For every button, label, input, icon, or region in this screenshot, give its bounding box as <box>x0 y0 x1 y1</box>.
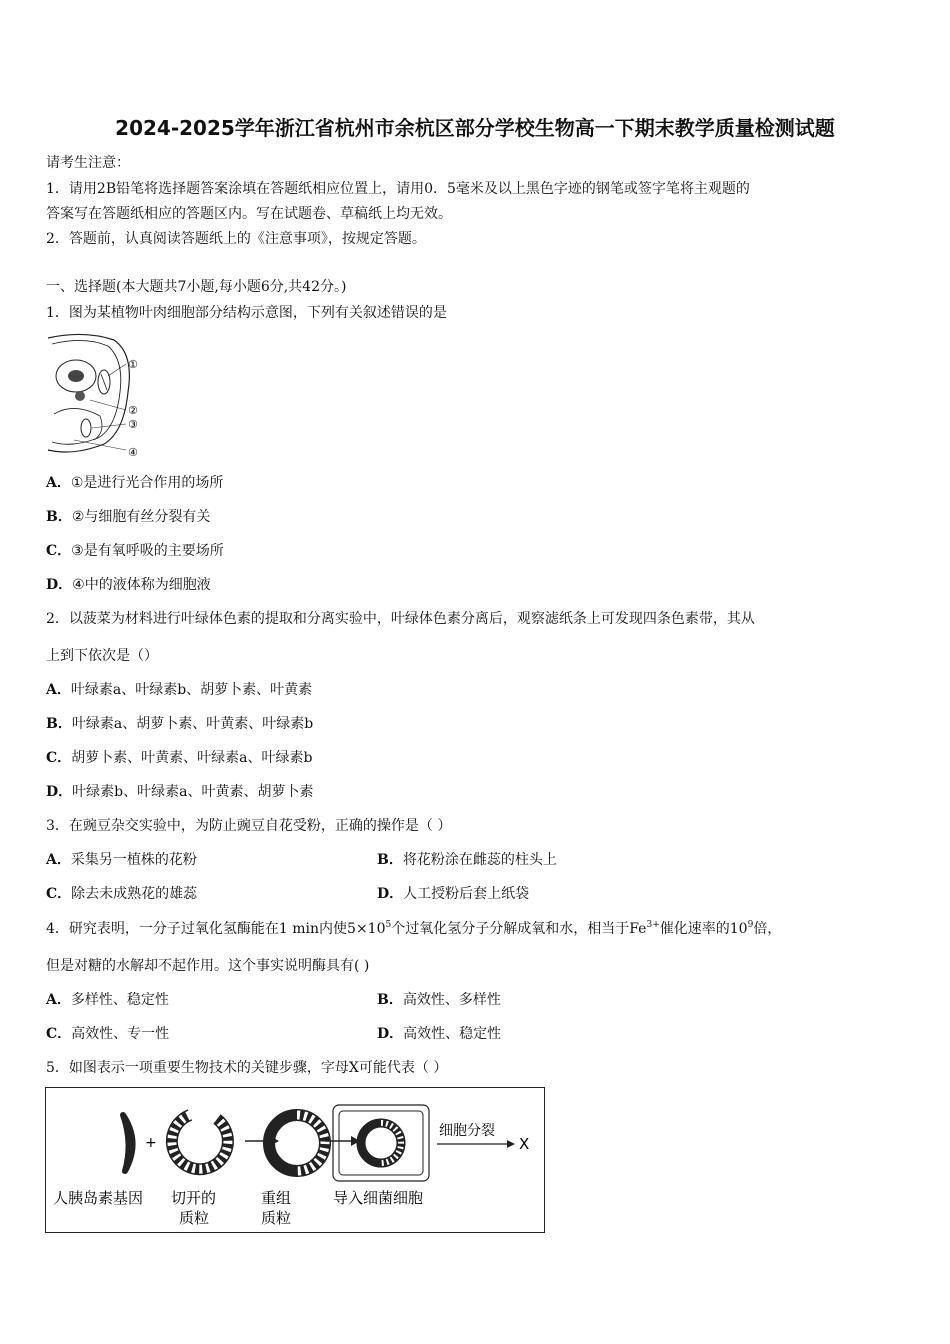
q4-option-a: A．多样性、稳定性 <box>46 992 169 1008</box>
notice-item-1-line-2: 答案写在答题纸相应的答题区内。写在试题卷、草稿纸上均无效。 <box>46 206 452 222</box>
q3-option-c: C．除去未成熟花的雄蕊 <box>46 886 198 902</box>
section-heading: 一、选择题(本大题共7小题,每小题6分,共42分。) <box>46 279 347 295</box>
q4-option-c: C．高效性、专一性 <box>46 1026 170 1042</box>
q5-division-label: 细胞分裂 <box>439 1123 495 1139</box>
q5-x-label: X <box>519 1135 530 1153</box>
q5-cut-plasmid-line-1: 切开的 <box>171 1189 217 1207</box>
q4-option-b: B．高效性、多样性 <box>377 992 501 1008</box>
q3-option-d: D．人工授粉后套上纸袋 <box>377 886 530 902</box>
q1-option-b: B．②与细胞有丝分裂有关 <box>46 509 211 525</box>
q5-gene-label: 人胰岛素基因 <box>53 1189 144 1207</box>
q5-biotech-figure <box>45 1087 545 1233</box>
q2-option-c: C．胡萝卜素、叶黄素、叶绿素a、叶绿素b <box>46 750 313 766</box>
q4-stem-line-2: 但是对糖的水解却不起作用。这个事实说明酶具有( ) <box>46 958 370 974</box>
q5-bacteria-label: 导入细菌细胞 <box>333 1189 424 1207</box>
page-title: 2024-2025学年浙江省杭州市余杭区部分学校生物高一下期末教学质量检测试题 <box>115 116 835 140</box>
q1-label-1: ① <box>128 358 138 371</box>
q3-option-a: A．采集另一植株的花粉 <box>46 852 197 868</box>
q5-recomb-line-2: 质粒 <box>261 1209 292 1227</box>
q1-option-c: C．③是有氧呼吸的主要场所 <box>46 543 224 559</box>
q2-option-a: A．叶绿素a、叶绿素b、胡萝卜素、叶黄素 <box>46 682 313 698</box>
q2-option-b: B．叶绿素a、胡萝卜素、叶黄素、叶绿素b <box>46 716 314 732</box>
q4-stem-line-1: 4．研究表明，一分子过氧化氢酶能在1 min内使$5\times 10^5$个过氧化氢分子分解成氧和水，相当于$Fe^{3+}$催化速率的$10^9$倍， <box>46 920 782 937</box>
q1-option-d: D．④中的液体称为细胞液 <box>46 577 211 593</box>
q3-option-b: B．将花粉涂在雌蕊的柱头上 <box>377 852 557 868</box>
q5-stem: 5．如图表示一项重要生物技术的关键步骤，字母X可能代表（ ） <box>46 1060 448 1076</box>
q5-plus: + <box>145 1135 157 1151</box>
q2-option-d: D．叶绿素b、叶绿素a、叶黄素、胡萝卜素 <box>46 784 314 800</box>
notice-heading: 请考生注意： <box>46 155 130 171</box>
q1-option-a: A．①是进行光合作用的场所 <box>46 475 224 491</box>
q1-label-4: ④ <box>128 446 138 459</box>
q1-label-2: ② <box>128 404 138 417</box>
q1-label-3: ③ <box>128 418 138 431</box>
q3-stem: 3．在豌豆杂交实验中，为防止豌豆自花受粉，正确的操作是（ ） <box>46 818 452 834</box>
notice-item-1-line-1: 1．请用2B铅笔将选择题答案涂填在答题纸相应位置上，请用0．5毫米及以上黑色字迹的钢笔或签字笔将主观题的 <box>46 181 750 197</box>
q4-option-d: D．高效性、稳定性 <box>377 1026 502 1042</box>
q1-cell-figure <box>44 332 154 460</box>
q5-cut-plasmid-line-2: 质粒 <box>179 1209 210 1227</box>
notice-item-2: 2．答题前，认真阅读答题纸上的《注意事项》，按规定答题。 <box>46 231 426 247</box>
q2-stem-line-2: 上到下依次是（） <box>46 648 158 664</box>
q2-stem-line-1: 2．以菠菜为材料进行叶绿体色素的提取和分离实验中，叶绿体色素分离后，观察滤纸条上可发现四条色素带，其从 <box>46 611 755 627</box>
q5-recomb-line-1: 重组 <box>261 1189 292 1207</box>
q1-stem: 1．图为某植物叶肉细胞部分结构示意图，下列有关叙述错误的是 <box>46 305 447 321</box>
